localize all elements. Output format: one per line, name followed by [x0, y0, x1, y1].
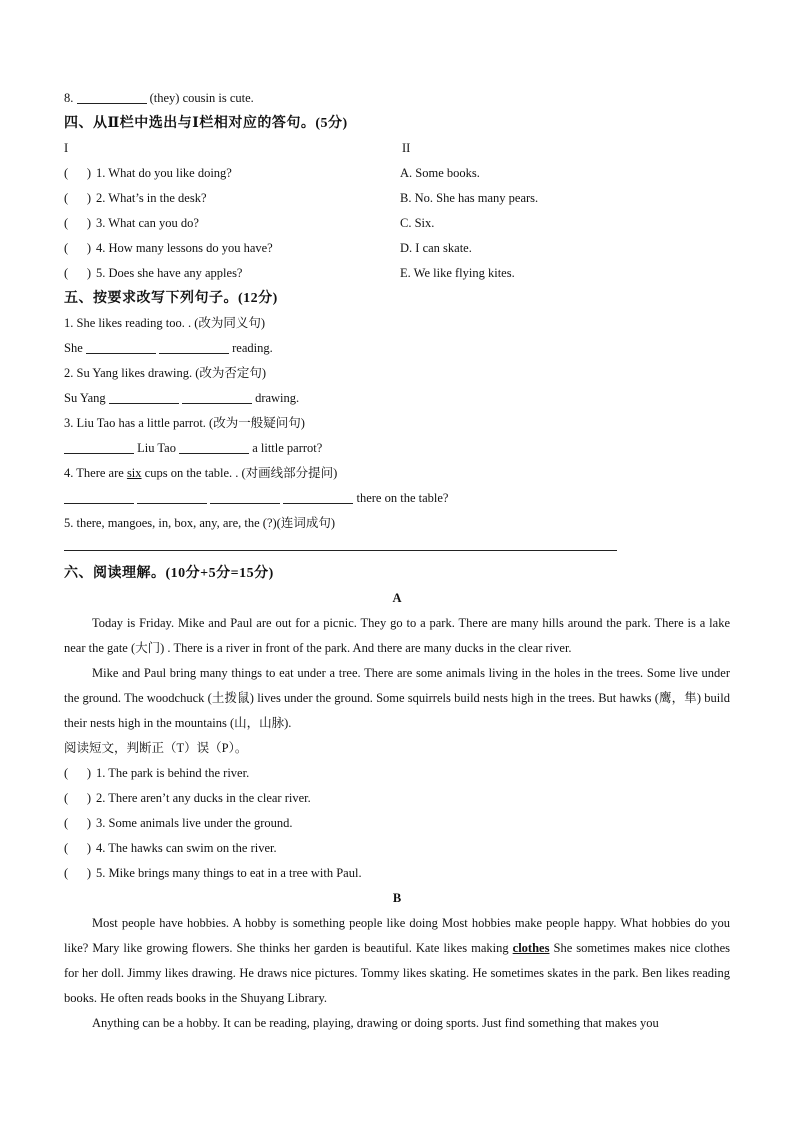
passage-b-paragraph: Anything can be a hobby. It can be reading, playing, drawing or doing sports. Just find something that makes you	[92, 1016, 659, 1030]
match-question: ( ) 1. What do you like doing?	[64, 161, 232, 186]
match-answer: A. Some books.	[400, 166, 480, 180]
worksheet-page	[64, 86, 730, 1036]
match-row	[64, 236, 730, 261]
answer-blank[interactable]	[210, 489, 280, 504]
match-question: ( ) 5. Does she have any apples?	[64, 261, 242, 286]
column-2-header: II	[402, 141, 411, 155]
answer-line[interactable]	[64, 536, 617, 551]
passage-b-paragraph: Most people have hobbies. A hobby is something people like doing Most hobbies make people happy. What hobbies do you like? Mary like growing flowers. She thinks her garden is beautiful. Kate likes making clothes She sometimes makes nice clothes for her doll. Jimmy likes drawing. He draws nice pictures. Tommy likes skating. He sometimes skates in the park. Ben likes reading books. He often reads books in the Shuyang Library.	[64, 916, 730, 1005]
section-6-heading: 六、阅读理解。(10分+5分=15分)	[64, 566, 274, 581]
answer-blank[interactable]	[77, 89, 147, 104]
answer-paren[interactable]: ( )	[64, 841, 92, 855]
answer-blank[interactable]	[283, 489, 353, 504]
answer-blank[interactable]	[159, 339, 229, 354]
answer-blank[interactable]	[109, 389, 179, 404]
answer-paren[interactable]: ( )	[64, 166, 92, 180]
passage-a-paragraph: Mike and Paul bring many things to eat under a tree. There are some animals living in the holes in the trees. Some live under the ground. The woodchuck (土拨鼠) lives under the ground. Some squirrels build nests high in the trees. But hawks (鹰，隼) build their nests high in the mountains (山，山脉).	[64, 666, 730, 730]
tf-question: ( ) 5. Mike brings many things to eat in a tree with Paul.	[64, 861, 730, 886]
rewrite-answer	[64, 536, 730, 561]
answer-blank[interactable]	[182, 389, 252, 404]
answer-blank[interactable]	[179, 439, 249, 454]
answer-blank[interactable]	[137, 489, 207, 504]
answer-paren[interactable]: ( )	[64, 766, 92, 780]
answer-paren[interactable]: ( )	[64, 191, 92, 205]
answer-paren[interactable]: ( )	[64, 216, 92, 230]
passage-b-label: B	[392, 891, 402, 905]
section-4-heading: 四、从Ⅱ栏中选出与Ⅰ栏相对应的答句。(5分)	[64, 116, 348, 131]
answer-paren[interactable]: ( )	[64, 791, 92, 805]
passage-a-label: A	[392, 591, 402, 605]
question-text: (they) cousin is cute.	[149, 91, 254, 105]
column-headers	[64, 136, 730, 161]
match-answer: D. I can skate.	[400, 241, 472, 255]
rewrite-question: 1. She likes reading too. . (改为同义句)	[64, 316, 266, 330]
answer-paren[interactable]: ( )	[64, 816, 92, 830]
passage-a-paragraph: Today is Friday. Mike and Paul are out for a picnic. They go to a park. There are many hills around the park. There is a lake near the gate (大门) . There is a river in front of the park. And there are many ducks in the clear river.	[64, 616, 730, 655]
tf-question: ( ) 3. Some animals live under the ground.	[64, 811, 730, 836]
match-question: ( ) 3. What can you do?	[64, 211, 199, 236]
rewrite-question: 3. Liu Tao has a little parrot. (改为一般疑问句)	[64, 416, 305, 430]
underlined-word: six	[126, 466, 142, 480]
tf-question: ( ) 4. The hawks can swim on the river.	[64, 836, 730, 861]
rewrite-answer: Liu Tao a little parrot?	[64, 436, 730, 461]
tf-question: ( ) 1. The park is behind the river.	[64, 761, 730, 786]
match-answer: E. We like flying kites.	[400, 266, 515, 280]
bold-underlined-word: clothes	[512, 941, 550, 955]
match-question: ( ) 2. What’s in the desk?	[64, 186, 207, 211]
rewrite-answer: Su Yang drawing.	[64, 391, 300, 405]
match-row	[64, 186, 730, 211]
column-1-header: I	[64, 141, 69, 155]
answer-paren[interactable]: ( )	[64, 241, 92, 255]
rewrite-question: 2. Su Yang likes drawing. (改为否定句)	[64, 366, 267, 380]
section-5-heading: 五、按要求改写下列句子。(12分)	[64, 291, 278, 306]
instruction: 阅读短文，判断正（T）误（P）。	[64, 741, 248, 755]
question-number: 8.	[64, 91, 74, 105]
rewrite-question: 4. There are six cups on the table. . (对画线部分提问)	[64, 466, 338, 480]
match-row	[64, 211, 730, 236]
tf-question: ( ) 2. There aren’t any ducks in the clear river.	[64, 786, 730, 811]
rewrite-answer: there on the table?	[64, 486, 730, 511]
answer-paren[interactable]: ( )	[64, 266, 92, 280]
match-answer: C. Six.	[400, 216, 435, 230]
question-8	[64, 86, 730, 111]
match-question: ( ) 4. How many lessons do you have?	[64, 236, 273, 261]
answer-blank[interactable]	[64, 489, 134, 504]
rewrite-answer: She reading.	[64, 341, 273, 355]
rewrite-question: 5. there, mangoes, in, box, any, are, the (?)(连词成句)	[64, 516, 335, 530]
answer-blank[interactable]	[86, 339, 156, 354]
match-row	[64, 261, 730, 286]
answer-paren[interactable]: ( )	[64, 866, 92, 880]
answer-blank[interactable]	[64, 439, 134, 454]
match-answer: B. No. She has many pears.	[400, 191, 539, 205]
match-row	[64, 161, 730, 186]
